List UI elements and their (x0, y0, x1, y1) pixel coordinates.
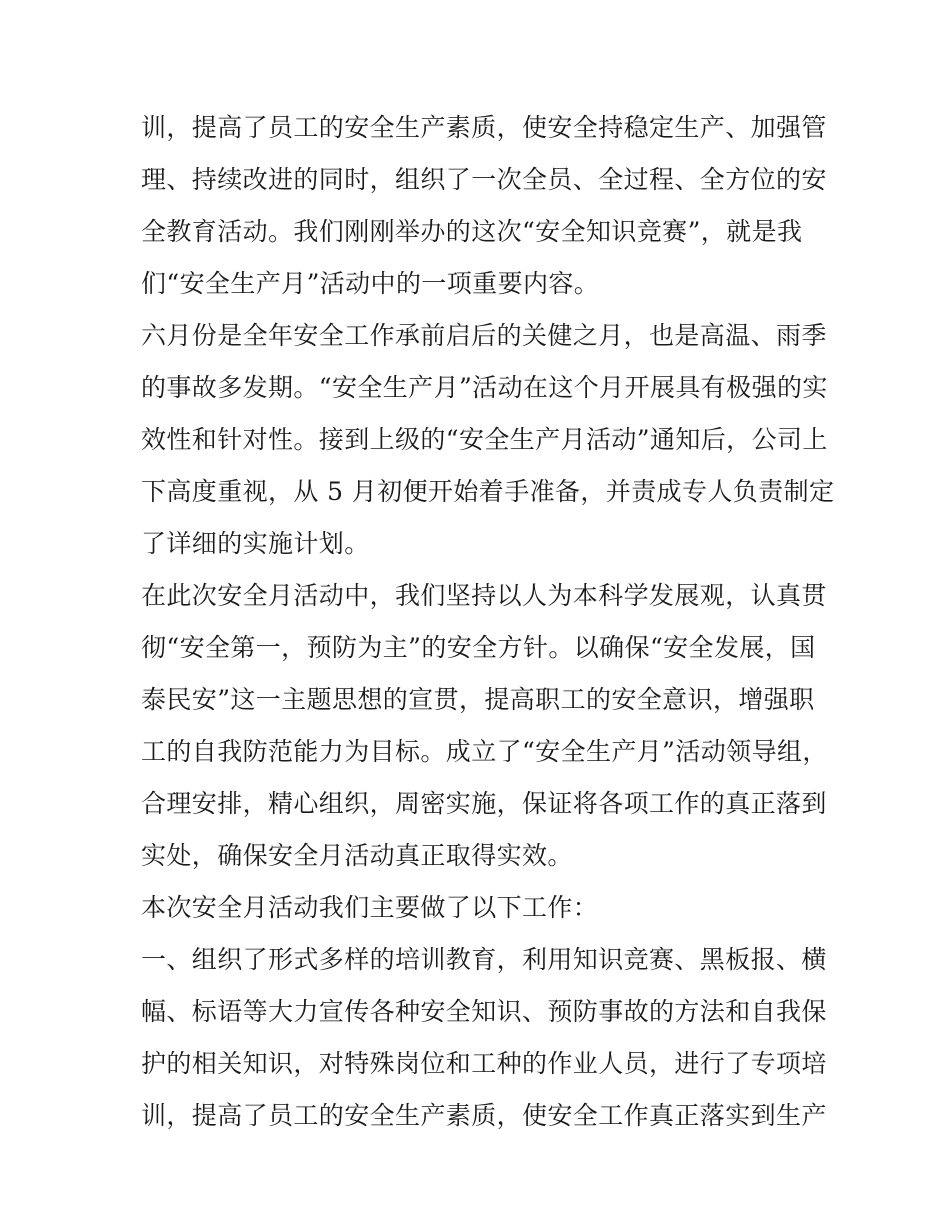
text-line: 的事故多发期。“安全生产月”活动在这个月开展具有极强的实 (141, 373, 828, 402)
text-line: 下高度重视，从 5 月初便开始着手准备，并责成专人负责制定 (141, 477, 835, 506)
text-line: 工的自我防范能力为目标。成立了“安全生产月”活动领导组， (141, 737, 828, 766)
text-line: 合理安排，精心组织，周密实施，保证将各项工作的真正落到 (141, 789, 827, 818)
text-line: 泰民安”这一主题思想的宣贯，提高职工的安全意识，增强职 (141, 685, 815, 714)
text-line: 训，提高了员工的安全生产素质，使安全工作真正落实到生产 (141, 1101, 827, 1130)
text-line: 彻“安全第一，预防为主”的安全方针。以确保“安全发展，国 (141, 633, 816, 662)
text-line: 护的相关知识，对特殊岗位和工种的作业人员，进行了专项培 (141, 1049, 827, 1078)
text-line: 了详细的实施计划。 (141, 529, 370, 558)
document-page (141, 108, 835, 1148)
text-line: 们“安全生产月”活动中的一项重要内容。 (141, 269, 600, 298)
text-line: 本次安全月活动我们主要做了以下工作： (141, 893, 599, 922)
text-line: 效性和针对性。接到上级的“安全生产月活动”通知后，公司上 (141, 425, 828, 454)
text-line: 一、组织了形式多样的培训教育，利用知识竞赛、黑板报、横 (141, 945, 827, 974)
text-line: 六月份是全年安全工作承前启后的关健之月，也是高温、雨季 (141, 321, 827, 350)
text-line: 幅、标语等大力宣传各种安全知识、预防事故的方法和自我保 (141, 997, 827, 1026)
text-line: 训，提高了员工的安全生产素质，使安全持稳定生产、加强管 (141, 113, 827, 142)
text-line: 实处，确保安全月活动真正取得实效。 (141, 841, 573, 870)
text-line: 全教育活动。我们刚刚举办的这次“安全知识竞赛”，就是我 (141, 217, 803, 246)
text-line: 理、持续改进的同时，组织了一次全员、全过程、全方位的安 (141, 165, 827, 194)
text-line: 在此次安全月活动中，我们坚持以人为本科学发展观，认真贯 (141, 581, 827, 610)
